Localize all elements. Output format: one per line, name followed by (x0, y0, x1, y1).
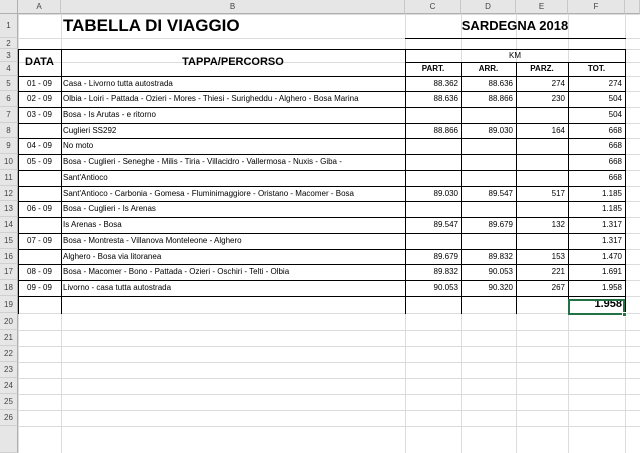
cell-tappa[interactable]: Bosa - Montresta - Villanova Monteleone - Alghero (63, 236, 242, 245)
header-tappa: TAPPA/PERCORSO (182, 56, 284, 68)
column-header-d[interactable]: D (461, 0, 516, 14)
row-header[interactable]: 2 (0, 38, 18, 49)
cell-data[interactable] (18, 217, 61, 233)
cell-parz[interactable] (516, 154, 568, 170)
header-data: DATA (25, 56, 54, 68)
cell-part[interactable] (405, 154, 461, 170)
border-h (18, 296, 626, 297)
fill-handle[interactable] (622, 312, 627, 317)
cell-data[interactable] (18, 186, 61, 201)
gridline-h (18, 362, 640, 363)
column-header-filler (625, 0, 640, 14)
row-header[interactable]: 7 (0, 107, 18, 123)
cell-tot[interactable]: 1.185 (601, 189, 622, 198)
gridline-h (18, 378, 640, 379)
row-header[interactable]: 10 (0, 154, 18, 170)
header-tot: TOT. (587, 64, 606, 73)
cell-tot[interactable]: 1.185 (601, 204, 622, 213)
cell-tappa[interactable]: Bosa - Cuglieri - Is Arenas (63, 204, 156, 213)
column-header-a[interactable]: A (18, 0, 61, 14)
row-header[interactable]: 23 (0, 362, 18, 378)
cell-tappa[interactable]: Casa - Livorno tutta autostrada (63, 79, 173, 88)
row-header[interactable]: 17 (0, 264, 18, 280)
row-header[interactable]: 22 (0, 346, 18, 362)
cell-data[interactable] (18, 249, 61, 264)
row-header[interactable]: 12 (0, 186, 18, 201)
cell-tot[interactable]: 1.317 (601, 220, 622, 229)
gridline-h (18, 346, 640, 347)
cell-arr[interactable]: 89.547 (488, 189, 513, 198)
cell-data[interactable]: 08 - 09 (27, 267, 52, 276)
cell-arr[interactable] (461, 107, 516, 123)
cell-tot[interactable]: 1.317 (601, 236, 622, 245)
cell-arr[interactable]: 89.679 (488, 220, 513, 229)
cell-parz[interactable] (516, 201, 568, 217)
cell-parz[interactable]: 221 (551, 267, 565, 276)
row-header[interactable]: 14 (0, 217, 18, 233)
row-header[interactable]: 15 (0, 233, 18, 249)
cell-tot[interactable]: 668 (608, 126, 622, 135)
cell-data[interactable]: 02 - 09 (27, 94, 52, 103)
cell-part[interactable]: 89.030 (433, 189, 458, 198)
cell-tot[interactable]: 504 (608, 94, 622, 103)
cell-tot[interactable]: 668 (608, 157, 622, 166)
cell-part[interactable]: 88.362 (433, 79, 458, 88)
row-header[interactable]: 6 (0, 91, 18, 107)
cell-tot[interactable]: 1.470 (601, 252, 622, 261)
cell-tappa[interactable]: Is Arenas - Bosa (63, 220, 122, 229)
cell-part[interactable]: 88.636 (433, 94, 458, 103)
cell-part[interactable] (405, 201, 461, 217)
cell-parz[interactable]: 517 (551, 189, 565, 198)
row-header[interactable]: 1 (0, 14, 18, 38)
gridline-h (18, 313, 640, 314)
cell-parz[interactable] (516, 170, 568, 186)
gridline-h (18, 426, 640, 427)
cell-parz[interactable]: 267 (551, 283, 565, 292)
cell-arr[interactable] (461, 233, 516, 249)
header-km: KM (509, 51, 521, 60)
cell-tot[interactable]: 1.691 (601, 267, 622, 276)
header-arr: ARR. (478, 64, 499, 73)
row-header[interactable]: 8 (0, 123, 18, 138)
row-header[interactable]: 19 (0, 296, 18, 313)
cell-tappa[interactable]: Alghero - Bosa via litoranea (63, 252, 162, 261)
cell-arr[interactable]: 90.320 (488, 283, 513, 292)
cell-tot[interactable]: 504 (608, 110, 622, 119)
row-header[interactable]: 11 (0, 170, 18, 186)
cell-tot[interactable]: 274 (608, 79, 622, 88)
cell-tappa[interactable]: No moto (63, 141, 94, 150)
cell-parz[interactable]: 164 (551, 126, 565, 135)
cell-arr[interactable]: 89.030 (488, 126, 513, 135)
cell-tappa[interactable]: Cuglieri SS292 (63, 126, 117, 135)
cell-tappa[interactable]: Sant'Antioco (63, 173, 108, 182)
cell-data[interactable] (18, 170, 61, 186)
cell-arr[interactable]: 89.832 (488, 252, 513, 261)
gridline-h (18, 330, 640, 331)
cell-arr[interactable] (461, 170, 516, 186)
cell-parz[interactable] (516, 233, 568, 249)
column-header-b[interactable]: B (61, 0, 405, 14)
row-header[interactable]: 18 (0, 280, 18, 296)
cell-data[interactable]: 03 - 09 (27, 110, 52, 119)
row-header[interactable]: 9 (0, 138, 18, 154)
cell-parz[interactable]: 230 (551, 94, 565, 103)
cell-part[interactable]: 89.679 (433, 252, 458, 261)
cell-part[interactable] (405, 233, 461, 249)
cell-data[interactable]: 09 - 09 (27, 283, 52, 292)
border-h (405, 38, 626, 39)
cell-part[interactable]: 90.053 (433, 283, 458, 292)
cell-arr[interactable] (461, 154, 516, 170)
cell-tappa[interactable]: Sant'Antioco - Carbonia - Gomesa - Fluminimaggiore - Oristano - Macomer - Bosa (63, 189, 354, 198)
row-header[interactable]: 20 (0, 313, 18, 330)
cell-data[interactable]: 07 - 09 (27, 236, 52, 245)
cell-parz[interactable] (516, 138, 568, 154)
row-header[interactable]: 21 (0, 330, 18, 346)
header-parz: PARZ. (530, 64, 554, 73)
cell-parz[interactable] (516, 107, 568, 123)
cell-data[interactable]: 05 - 09 (27, 157, 52, 166)
row-header[interactable]: 5 (0, 76, 18, 91)
cell-tappa[interactable]: Bosa - Cuglieri - Seneghe - Milis - Tiria - Villacidro - Vallermosa - Nuxis - Giba - (63, 157, 342, 166)
select-all-corner[interactable] (0, 0, 18, 14)
header-part: PART. (421, 64, 445, 73)
cell-data[interactable]: 01 - 09 (27, 79, 52, 88)
column-header-e[interactable]: E (516, 0, 568, 14)
gridline-h (18, 394, 640, 395)
cell-tot[interactable]: 668 (608, 141, 622, 150)
row-header[interactable]: 25 (0, 394, 18, 410)
cell-part[interactable]: 89.547 (433, 220, 458, 229)
row-header[interactable]: 3 (0, 49, 18, 62)
column-header-c[interactable]: C (405, 0, 461, 14)
cell-tappa[interactable]: Bosa - Macomer - Bono - Pattada - Ozieri - Oschiri - Telti - Olbia (63, 267, 290, 276)
row-header[interactable]: 13 (0, 201, 18, 217)
cell-part[interactable] (405, 170, 461, 186)
cell-part[interactable] (405, 138, 461, 154)
page-subtitle: SARDEGNA 2018 (461, 18, 569, 33)
cell-tot[interactable]: 1.958 (601, 283, 622, 292)
row-header[interactable]: 16 (0, 249, 18, 264)
row-header[interactable]: 24 (0, 378, 18, 394)
row-header[interactable]: 26 (0, 410, 18, 426)
cell-tot[interactable]: 668 (608, 173, 622, 182)
cell-tappa[interactable]: Livorno - casa tutta autostrada (63, 283, 172, 292)
cell-part[interactable] (405, 107, 461, 123)
cell-data[interactable]: 06 - 09 (27, 204, 52, 213)
cell-part[interactable]: 89.832 (433, 267, 458, 276)
row-header (0, 426, 18, 453)
cell-tappa[interactable]: Olbia - Loiri - Pattada - Ozieri - Mores - Thiesi - Surigheddu - Alghero - Bosa Marina (63, 94, 359, 103)
cell-arr[interactable]: 90.053 (488, 267, 513, 276)
cell-part[interactable]: 88.866 (433, 126, 458, 135)
cell-arr[interactable] (461, 201, 516, 217)
selected-cell-outline (568, 299, 625, 315)
cell-arr[interactable]: 88.866 (488, 94, 513, 103)
cell-data[interactable] (18, 123, 61, 138)
cell-parz[interactable]: 153 (551, 252, 565, 261)
grand-total[interactable]: 1.958 (594, 298, 622, 310)
cell-data[interactable]: 04 - 09 (27, 141, 52, 150)
cell-parz[interactable]: 132 (551, 220, 565, 229)
column-header-f[interactable]: F (568, 0, 625, 14)
cell-parz[interactable]: 274 (551, 79, 565, 88)
cell-tappa[interactable]: Bosa - Is Arutas - e ritorno (63, 110, 156, 119)
gridline-h (18, 410, 640, 411)
row-header[interactable]: 4 (0, 62, 18, 76)
cell-arr[interactable] (461, 138, 516, 154)
page-title: TABELLA DI VIAGGIO (63, 16, 240, 35)
cell-arr[interactable]: 88.636 (488, 79, 513, 88)
border-v (625, 49, 626, 314)
